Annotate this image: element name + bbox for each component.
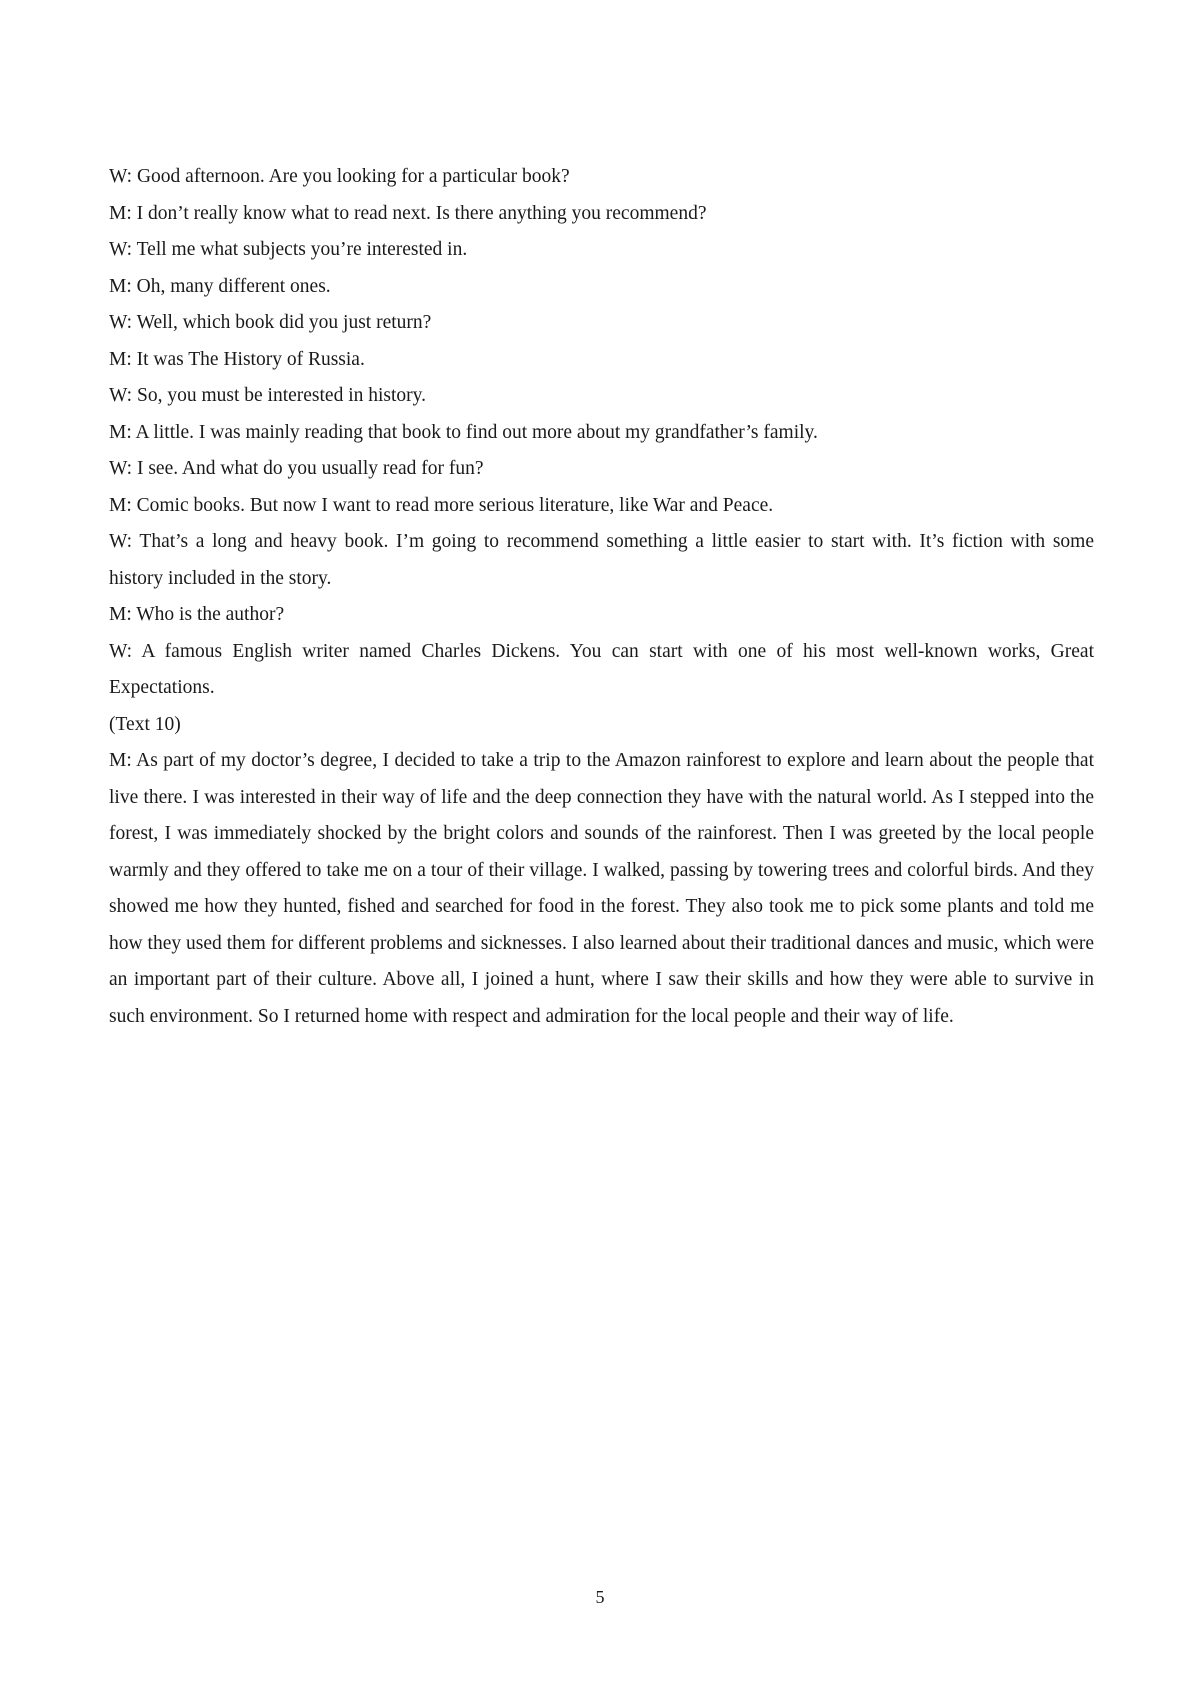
dialogue-line: M: Oh, many different ones. — [109, 275, 331, 297]
dialogue-line: M: I don’t really know what to read next. Is there anything you recommend? — [109, 202, 707, 224]
dialogue-line: W: I see. And what do you usually read for fun? — [109, 458, 484, 479]
dialogue-line: M: A little. I was mainly reading that book to find out more about my grandfather’s family. — [109, 421, 818, 443]
dialogue-line: W: A famous English writer named Charles Dickens. You can start with one of his most well-known works, Great Expectations. — [109, 640, 1094, 698]
section-heading: (Text 10) — [109, 713, 181, 735]
dialogue-line: M: It was The History of Russia. — [109, 348, 365, 370]
dialogue-line: W: So, you must be interested in history. — [109, 385, 427, 406]
dialogue-line: W: That’s a long and heavy book. I’m going to recommend something a little easier to start with. It’s fiction with some history included in the story. — [109, 531, 1094, 589]
dialogue-line: M: Comic books. But now I want to read more serious literature, like War and Peace. — [109, 494, 774, 516]
dialogue-line: W: Good afternoon. Are you looking for a particular book? — [109, 166, 570, 187]
page-body — [109, 159, 1094, 1035]
dialogue-line: W: Tell me what subjects you’re interested in. — [109, 239, 468, 260]
page-number: 5 — [595, 1587, 605, 1607]
dialogue-line: M: Who is the author? — [109, 604, 285, 625]
dialogue-line: W: Well, which book did you just return? — [109, 312, 432, 333]
monologue-paragraph: M: As part of my doctor’s degree, I decided to take a trip to the Amazon rainforest to explore and learn about the people that live there. I was interested in their way of life and the deep connection they have with the natural world. As I stepped into the forest, I was immediately shocked by the bright colors and sounds of the rainforest. Then I was greeted by the local people warmly and they offered to take me on a tour of their village. I walked, passing by towering trees and colorful birds. And they showed me how they hunted, fished and searched for food in the forest. They also took me to pick some plants and told me how they used them for different problems and sicknesses. I also learned about their traditional dances and music, which were an important part of their culture. Above all, I joined a hunt, where I saw their skills and how they were able to survive in such environment. So I returned home with respect and admiration for the local people and their way of life. — [109, 750, 1094, 1027]
